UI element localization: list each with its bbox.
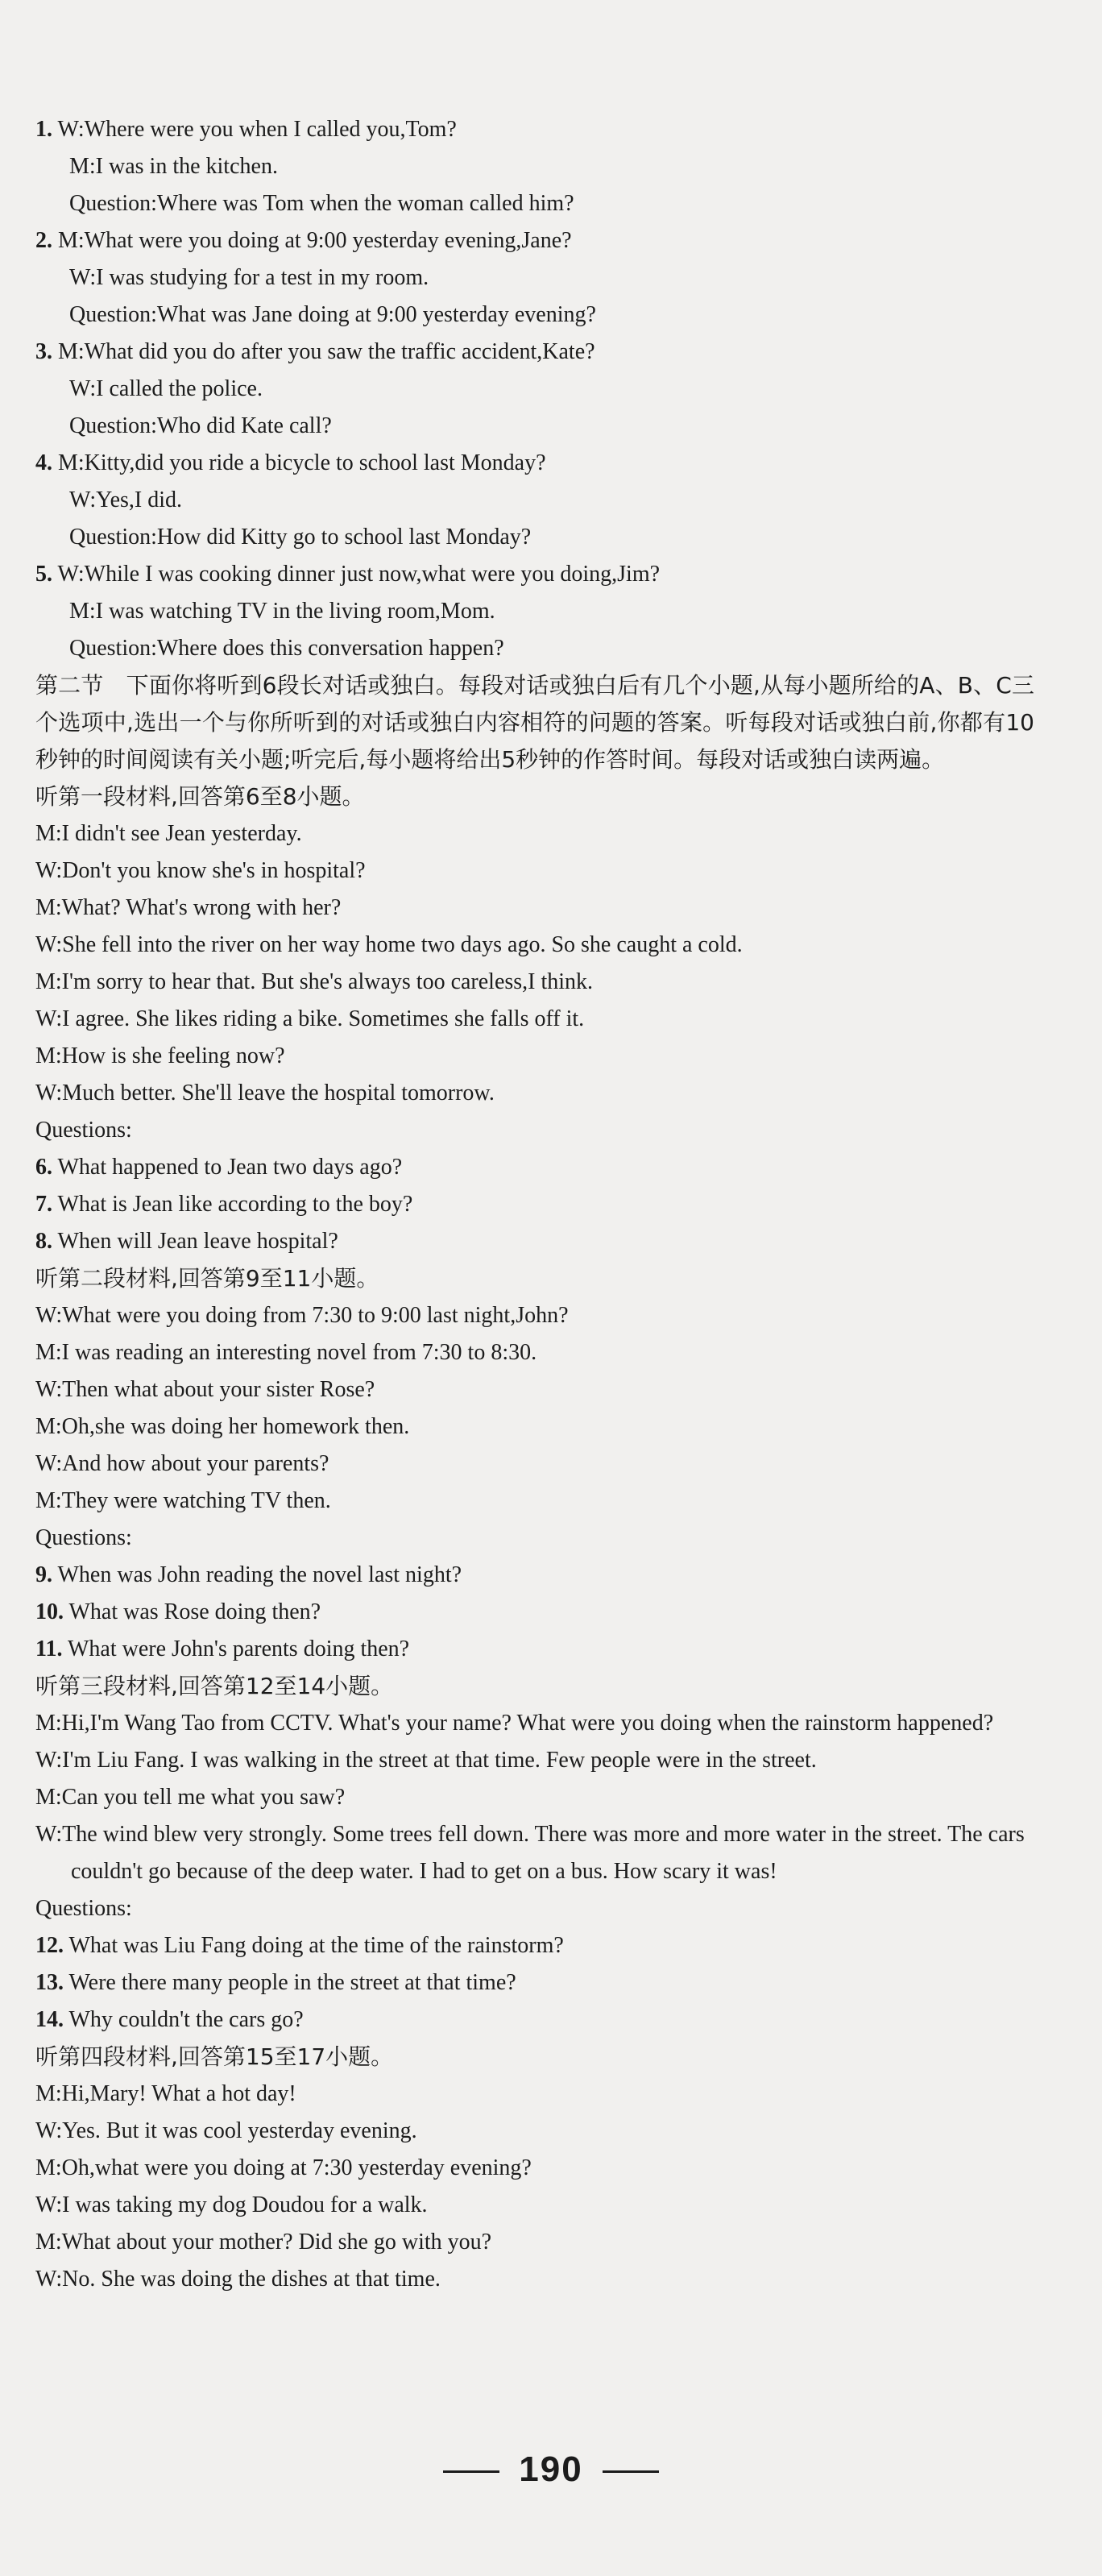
question-line: Question:Who did Kate call?: [69, 413, 332, 438]
dialog-line: W:Don't you know she's in hospital?: [35, 858, 366, 883]
dialog-line: 2. M:What were you doing at 9:00 yesterday evening,Jane?: [35, 228, 572, 253]
dialog-line: W:Yes,I did.: [69, 487, 183, 512]
dialog-line: W:The wind blew very strongly. Some trees fell down. There was more and more water in the street. The cars couldn't go because of the deep water. I had to get on a bus. How scary it was!: [35, 1822, 1025, 1884]
question-line: Question:Where does this conversation happen?: [69, 636, 504, 661]
short-dialog-5: [35, 556, 1034, 667]
dialog-line: M:I was reading an interesting novel from 7:30 to 8:30.: [35, 1340, 537, 1365]
short-dialog-2: [35, 222, 1034, 334]
dialog-line: W:And how about your parents?: [35, 1451, 329, 1476]
dialog-line: M:I'm sorry to hear that. But she's always too careless,I think.: [35, 969, 594, 994]
dialog-line: M:They were watching TV then.: [35, 1488, 331, 1513]
dialog-line: M:Oh,she was doing her homework then.: [35, 1414, 410, 1439]
dialog-line: W:I was studying for a test in my room.: [69, 265, 429, 290]
questions-label: Questions:: [35, 1118, 132, 1143]
dialog-line: 3. M:What did you do after you saw the traffic accident,Kate?: [35, 339, 595, 364]
question-line: Question:How did Kitty go to school last Monday?: [69, 525, 532, 550]
dialog-line: M:How is she feeling now?: [35, 1043, 285, 1068]
dialog-line: W:Yes. But it was cool yesterday evening.: [35, 2118, 417, 2143]
dialog-line: M:What about your mother? Did she go with you?: [35, 2230, 492, 2255]
question-item: 10. What was Rose doing then?: [35, 1599, 321, 1624]
page-number: 190: [519, 2449, 583, 2489]
question-item: 8. When will Jean leave hospital?: [35, 1229, 338, 1254]
dialog-line: W:She fell into the river on her way home two days ago. So she caught a cold.: [35, 932, 743, 957]
question-item: 6. What happened to Jean two days ago?: [35, 1155, 403, 1180]
short-dialog-1: [35, 111, 1034, 222]
question-line: Question:What was Jane doing at 9:00 yesterday evening?: [69, 302, 596, 327]
short-dialog-3: [35, 334, 1034, 445]
dialog-line: M:I didn't see Jean yesterday.: [35, 821, 302, 846]
dialog-line: M:I was in the kitchen.: [69, 154, 278, 179]
question-item: 13. Were there many people in the street at that time?: [35, 1970, 516, 1995]
question-item: 11. What were John's parents doing then?: [35, 1636, 410, 1661]
dialog-line: W:I agree. She likes riding a bike. Sometimes she falls off it.: [35, 1006, 585, 1031]
dialog-line: W:I'm Liu Fang. I was walking in the street at that time. Few people were in the street.: [35, 1748, 817, 1773]
short-dialog-4: [35, 445, 1034, 556]
material-4-header: 听第四段材料,回答第15至17小题。: [35, 2043, 394, 2070]
dialog-line: W:No. She was doing the dishes at that time.: [35, 2267, 441, 2292]
dialog-line: M:Oh,what were you doing at 7:30 yesterday evening?: [35, 2155, 532, 2180]
material-2-header: 听第二段材料,回答第9至11小题。: [35, 1265, 379, 1292]
dialog-line: M:I was watching TV in the living room,Mom.: [69, 599, 495, 624]
dialog-line: 4. M:Kitty,did you ride a bicycle to school last Monday?: [35, 450, 546, 475]
dialog-line: W:I was taking my dog Doudou for a walk.: [35, 2192, 428, 2217]
question-line: Question:Where was Tom when the woman called him?: [69, 191, 574, 216]
questions-label: Questions:: [35, 1525, 132, 1550]
section-2-instructions: 第二节 下面你将听到6段长对话或独白。每段对话或独白后有几个小题,从每小题所给的A、B、C三个选项中,选出一个与你所听到的对话或独白内容相符的问题的答案。听每段对话或独白前,你都有10秒钟的时间阅读有关小题;听完后,每小题将给出5秒钟的作答时间。每段对话或独白读两遍。: [35, 672, 1034, 773]
material-3-header: 听第三段材料,回答第12至14小题。: [35, 1673, 394, 1699]
question-item: 9. When was John reading the novel last night?: [35, 1562, 462, 1587]
material-1-header: 听第一段材料,回答第6至8小题。: [35, 783, 365, 810]
dialog-line: M:Can you tell me what you saw?: [35, 1785, 346, 1810]
page-content: [35, 111, 1034, 2298]
dialog-line: W:I called the police.: [69, 376, 263, 401]
dialog-line: M:Hi,I'm Wang Tao from CCTV. What's your name? What were you doing when the rainstorm happened?: [35, 1711, 994, 1736]
dialog-line: 5. W:While I was cooking dinner just now,what were you doing,Jim?: [35, 562, 661, 587]
question-item: 12. What was Liu Fang doing at the time of the rainstorm?: [35, 1933, 564, 1958]
dialog-line: M:Hi,Mary! What a hot day!: [35, 2081, 296, 2106]
questions-label: Questions:: [35, 1896, 132, 1921]
dialog-line: W:Then what about your sister Rose?: [35, 1377, 375, 1402]
footer-rule-left: [443, 2470, 499, 2473]
page-footer: [0, 2449, 1102, 2490]
dialog-line: W:Much better. She'll leave the hospital tomorrow.: [35, 1081, 495, 1105]
question-item: 14. Why couldn't the cars go?: [35, 2007, 304, 2032]
footer-rule-right: [603, 2470, 659, 2473]
dialog-line: M:What? What's wrong with her?: [35, 895, 342, 920]
question-item: 7. What is Jean like according to the boy?: [35, 1192, 413, 1217]
dialog-line: W:What were you doing from 7:30 to 9:00 last night,John?: [35, 1303, 569, 1328]
dialog-line: 1. W:Where were you when I called you,Tom?: [35, 117, 457, 142]
